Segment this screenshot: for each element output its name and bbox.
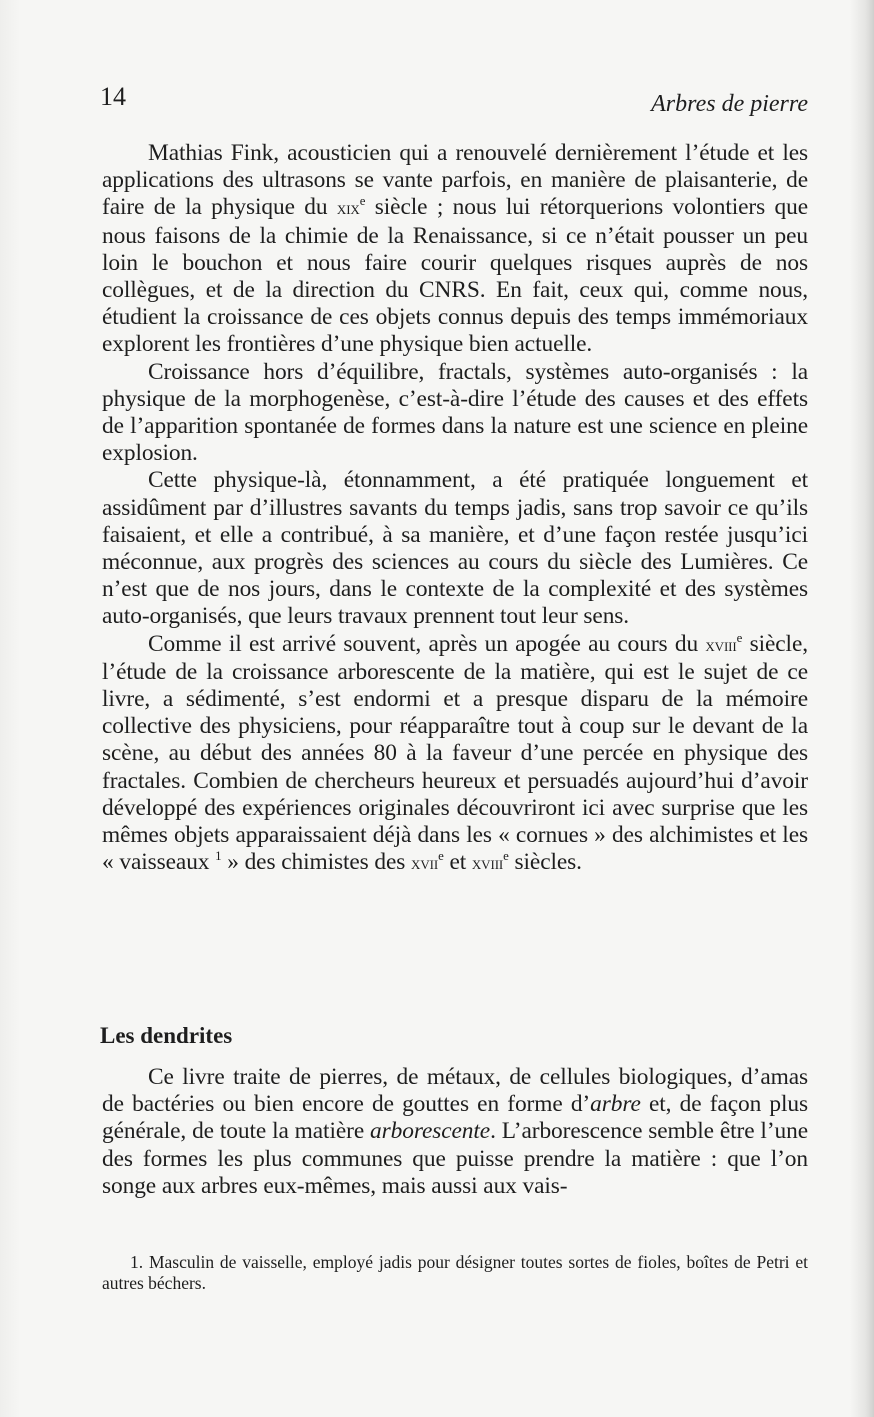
italic-term: arbre xyxy=(590,1091,641,1118)
paragraph-text: Ce livre traite de pierres, de métaux, de cellules biologiques, d’amas de bactéries ou bien encore de gouttes en forme d’ xyxy=(102,1064,808,1118)
paragraph-text: et, de façon plus générale, de toute la matière xyxy=(102,1091,808,1145)
paragraph-1 xyxy=(102,140,808,359)
paragraph-text: siècles. xyxy=(508,849,582,876)
superscript: e xyxy=(359,194,366,209)
paragraph-3: Cette physique-là, étonnamment, a été pratiquée longuement et assidûment par d’illustres savants du temps jadis, sans trop savoir ce qu’ils faisaient, et elle a contribué, à sa manière, et d’une façon restée jusqu’ici méconnue, aux progrès des sciences au cours du siècle des Lumières. Ce n’est que de nos jours, dans le contexte de la complexité et des systèmes auto-organisés, que leurs travaux prennent tout leur sens. xyxy=(102,467,808,630)
paragraph-2: Croissance hors d’équilibre, fractals, systèmes auto-organisés : la physique de la morphogenèse, c’est-à-dire l’étude des causes et des effets de l’apparition spontanée de formes dans la nature est une science en pleine explosion. xyxy=(102,358,808,467)
paragraph-text: » des chimistes des xyxy=(221,849,412,876)
section-paragraph-1 xyxy=(102,1064,808,1200)
footnote-1 xyxy=(102,1252,808,1294)
footnote-number: 1. xyxy=(130,1252,144,1272)
paragraph-text: Comme il est arrivé souvent, après un apogée au cours du xyxy=(148,630,706,657)
paragraph-text: siècle ; nous lui rétorquerions volontiers que nous faisons de la chimie de la Renaissance, si ce n’était pousser un peu loin le bouchon et nous faire courir quelques risques auprès de nos collègues, et de la direction du CNRS. En fait, ceux qui, comme nous, étudient la croissance de ces objets connus depuis des temps immémoriaux explorent les frontières d’une physique bien actuelle. xyxy=(102,194,808,358)
page-number: 14 xyxy=(100,82,126,111)
section-text xyxy=(102,1064,808,1200)
century-numeral: xviii xyxy=(471,853,504,875)
italic-term: arborescente xyxy=(370,1118,491,1145)
paragraph-text: siècle, l’étude de la croissance arborescente de la matière, qui est le sujet de ce livre, a sédimenté, s’est endormi et a presque disparu de la mémoire collective des physiciens, pour réapparaître tout à coup sur le devant de la scène, au début des années 80 à la faveur d’une percée en physique des fractales. Combien de chercheurs heureux et persuadés aujourd’hui d’avoir développé des expériences originales découvriront ici avec surprise que les mêmes objets apparaissaient déjà dans les « cornues » des alchimistes et les « vaisseaux xyxy=(102,630,808,876)
century-numeral: xviii xyxy=(705,634,737,656)
superscript: e xyxy=(503,849,509,864)
century-numeral: xix xyxy=(336,198,360,220)
footnotes xyxy=(102,1252,808,1294)
section-heading: Les dendrites xyxy=(100,1023,233,1048)
footnote-reference[interactable]: 1 xyxy=(215,849,222,864)
paragraph-4 xyxy=(102,631,808,878)
superscript: e xyxy=(736,630,743,645)
paragraph-text: et xyxy=(443,849,472,876)
running-title: Arbres de pierre xyxy=(651,91,808,117)
main-text xyxy=(102,140,808,877)
paragraph-text: Mathias Fink, acousticien qui a renouvelé dernièrement l’étude et les applications des ultrasons se vante parfois, en manière de plaisanterie, de faire de la physique du xyxy=(102,140,808,221)
footnote-text: Masculin de vaisselle, employé jadis pour désigner toutes sortes de fioles, boîtes de Petri et autres béchers. xyxy=(102,1252,808,1293)
century-numeral: xvii xyxy=(411,853,439,875)
superscript: e xyxy=(438,849,444,864)
page-header xyxy=(100,82,808,116)
paragraph-text: . L’arborescence semble être l’une des formes les plus communes que puisse prendre la matière : que l’on songe aux arbres eux-mêmes, mais aussi aux vais- xyxy=(102,1118,808,1199)
